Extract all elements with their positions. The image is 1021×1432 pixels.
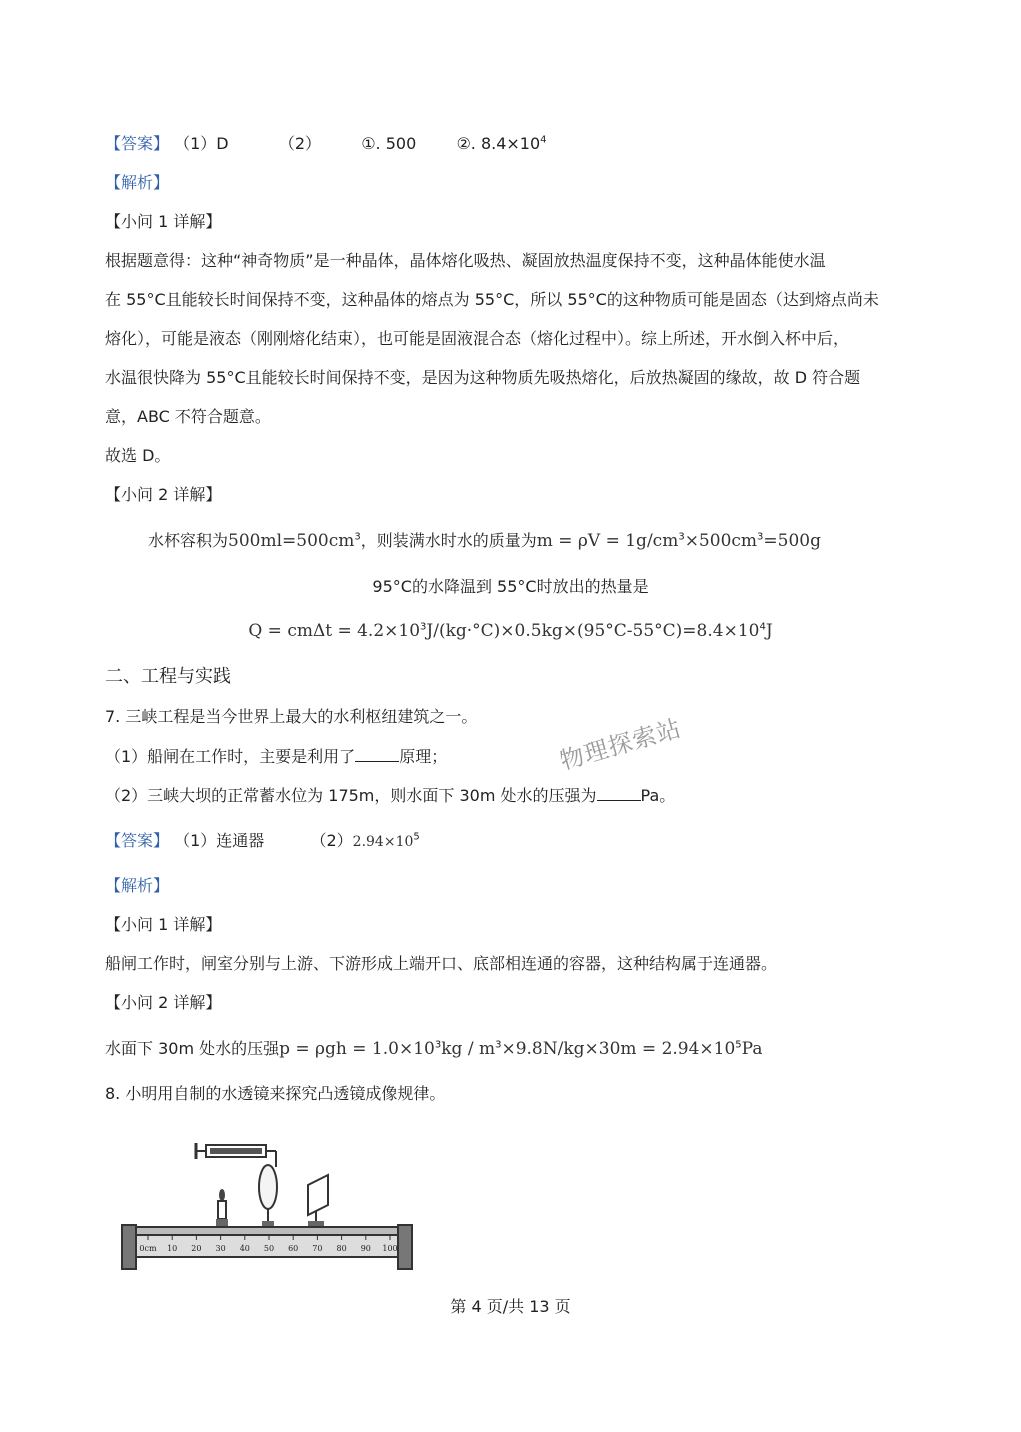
q7-stem: 7. 三峡工程是当今世界上最大的水利枢纽建筑之一。 [105,707,478,726]
ruler-tick-label: 10 [167,1244,178,1253]
watermark-text: 物理探索站 [556,713,685,776]
q6-sub1-line: 根据题意得：这种“神奇物质”是一种晶体，晶体熔化吸热、凝固放热温度保持不变，这种晶体能使水温 [105,251,826,270]
q7-part2-a: （2）三峡大坝的正常蓄水位为 175m，则水面下 30m 处水的压强为 [105,786,597,805]
ruler-tick-label: 90 [360,1244,371,1253]
section-title: 二、工程与实践 [105,666,231,687]
q6-sub1-line: 熔化），可能是液态（刚刚熔化结束），也可能是固液混合态（熔化过程中）。综上所述，开水倒入杯中后， [105,329,850,348]
q7-answer-p2-exp: 5 [413,831,420,843]
q7-sub2-math-a-exp: 3 [434,1039,442,1051]
optical-bench-rail [122,1225,412,1269]
ruler-tick-label: 30 [215,1244,226,1253]
q7-part1-b: 原理； [399,747,448,766]
q6-answer-p2-a: ①. 500 [361,134,417,153]
q7-sub1-title: 【小问 1 详解】 [105,915,222,934]
q7-answer-tag: 【答案】 [105,831,170,850]
q7-part1-blank [355,747,399,762]
q6-sub2-line3-b: J/(kg·°C)×0.5kg×(95°C-55°C)=8.4×10 [426,621,760,641]
q6-sub2-math-b2: ×500cm [684,531,758,551]
ruler-tick-label: 80 [336,1244,347,1253]
q6-sub1-line: 在 55°C且能较长时间保持不变，这种晶体的熔点为 55°C，所以 55°C的这种物质可能是固态（达到熔点尚未 [105,290,879,309]
q6-sub2-math-b1: m = ρV = 1g/cm [536,531,679,551]
ruler-tick-label: 20 [191,1244,202,1253]
q6-sub1-line: 意，ABC 不符合题意。 [105,407,271,426]
q7-sub1-text: 船闸工作时，闸室分别与上游、下游形成上端开口、底部相连通的容器，这种结构属于连通器。 [105,954,778,973]
q6-sub2-math-b2-exp: 3 [757,531,764,543]
q6-sub2-text-a: 水杯容积为 [148,531,229,550]
q6-answer-p2-b: ②. 8.4×10 [456,134,541,153]
q6-sub1-title: 【小问 1 详解】 [105,212,222,231]
q6-sub2-line3-a: Q = cmΔt = 4.2×10 [248,621,421,641]
q7-sub2-math-a: p = ρgh = 1.0×10 [279,1039,435,1059]
q6-sub2-line3-b-exp: 4 [759,621,766,633]
q7-part1 [105,746,447,768]
optical-bench-svg [118,1135,418,1275]
q6-sub1-line: 水温很快降为 55°C且能较长时间保持不变，是因为这种物质先吸热熔化，后放热凝固的缘故，故 D 符合题 [105,368,861,387]
q6-answer-p2-label: （2） [278,134,321,153]
q6-answer-p2-b-exp: 4 [540,134,547,146]
ruler-tick-label: 50 [263,1244,275,1253]
q6-sub2-math-a-exp: 3 [354,531,361,543]
q6-answer-line [105,133,547,155]
q7-sub2-math-c: ×9.8N/kg×30m = 2.94×10 [501,1039,736,1059]
ruler-tick-label: 70 [312,1244,323,1253]
q7-sub2-math-b: kg / m [441,1039,496,1059]
q6-sub2-line2: 95°C的水降温到 55°C时放出的热量是 [372,577,649,596]
q6-sub2-math-a: 500ml=500cm [228,531,355,551]
q7-answer-p2-label: （2） [310,831,353,850]
q6-answer-p1-label: （1） [174,134,217,153]
q6-sub2-line1 [148,530,821,552]
q6-sub2-text-b: ，则装满水时水的质量为 [360,531,537,550]
q7-part1-a: （1）船闸在工作时，主要是利用了 [105,747,356,766]
q6-sub2-title: 【小问 2 详解】 [105,485,222,504]
q7-sub2-math-d: Pa [741,1039,763,1059]
page-footer: 第 4 页/共 13 页 [450,1297,571,1316]
q6-sub2-line3 [0,620,1021,642]
q7-answer-p1: （1）连通器 [174,831,265,850]
q8-stem: 8. 小明用自制的水透镜来探究凸透镜成像规律。 [105,1084,446,1103]
optical-bench-figure [118,1135,418,1279]
q6-sub2-line3-a-exp: 3 [420,621,427,633]
ruler-tick-label: 0cm [139,1244,157,1253]
q6-sub2-math-b3: =500g [763,531,821,551]
q7-sub2-math-b-exp: 3 [495,1039,502,1051]
q7-sub2-line [105,1038,762,1060]
q7-part2-b: Pa。 [640,786,676,805]
q6-sub1-conclusion: 故选 D。 [105,446,171,465]
water-lens-icon [259,1165,277,1235]
q7-answer-p2-math: 2.94×10 [352,834,414,850]
q7-part2 [105,785,675,807]
q6-sub2-line3-c: J [765,621,773,641]
ruler-tick-label: 60 [288,1244,299,1253]
ruler-tick-label: 100 [382,1244,398,1253]
q6-answer-p1-value: D [216,134,229,153]
q6-sub2-math-b1-exp: 3 [678,531,685,543]
q6-answer-tag: 【答案】 [105,134,170,153]
q7-answer-line [105,830,420,853]
q7-part2-blank [597,786,641,801]
syringe-icon [196,1143,276,1167]
ruler-tick-label: 40 [239,1244,250,1253]
q6-analysis-tag: 【解析】 [105,173,170,192]
q7-sub2-title: 【小问 2 详解】 [105,993,222,1012]
q7-analysis-tag: 【解析】 [105,876,170,895]
q7-sub2-text: 水面下 30m 处水的压强 [105,1039,280,1058]
q7-sub2-math-c-exp: 5 [735,1039,742,1051]
